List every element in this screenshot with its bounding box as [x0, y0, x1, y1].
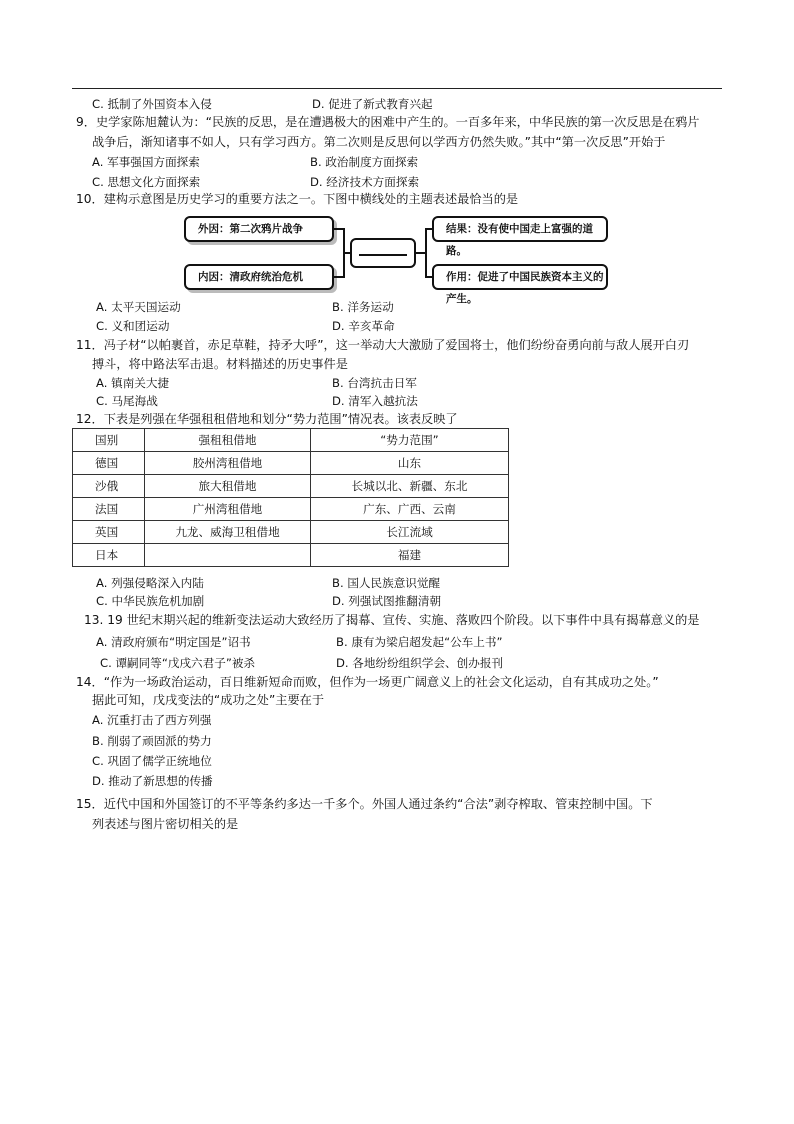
q13-stem: 13. 19 世纪末期兴起的维新变法运动大致经历了揭幕、宣传、实施、落败四个阶段。以下事件中具有揭幕意义的是 [84, 613, 700, 627]
table-cell: 日本 [73, 544, 145, 567]
q13-option-a: A. 清政府颁布“明定国是”诏书 [96, 635, 251, 649]
table-header-row [73, 429, 509, 452]
q9-stem-line1: 9．史学家陈旭麓认为：“民族的反思，是在遭遇极大的困难中产生的。一百多年来，中华民族的第一次反思是在鸦片 [76, 115, 700, 129]
q14-option-d: D. 推动了新思想的传播 [92, 774, 213, 788]
table-cell: 福建 [311, 544, 509, 567]
q10-option-c: C. 义和团运动 [96, 319, 170, 333]
q11-option-a: A. 镇南关大捷 [96, 376, 170, 390]
table-header-cell: “势力范围” [311, 429, 509, 452]
q9-option-b: B. 政治制度方面探索 [310, 155, 419, 169]
q9-option-a: A. 军事强国方面探索 [92, 155, 200, 169]
q11-option-b: B. 台湾抗击日军 [332, 376, 417, 390]
table-cell: 长江流域 [311, 521, 509, 544]
q11-option-d: D. 清军入越抗法 [332, 394, 418, 408]
q9-stem-line2: 战争后，渐知诸事不如人，只有学习西方。第二次则是反思何以学西方仍然失败。”其中“第一次反思”开始于 [92, 135, 666, 149]
header-rule [72, 88, 722, 89]
q13-option-c: C. 谭嗣同等“戊戌六君子”被杀 [100, 656, 256, 670]
diagram-box-internal-cause: 内因：清政府统治危机 [184, 264, 334, 290]
q12-option-a: A. 列强侵略深入内陆 [96, 576, 204, 590]
table-header-cell: 国别 [73, 429, 145, 452]
table-row [73, 498, 509, 521]
diagram-box-result: 结果：没有使中国走上富强的道路。 [432, 216, 608, 242]
table-cell: 德国 [73, 452, 145, 475]
q14-option-a: A. 沉重打击了西方列强 [92, 713, 212, 727]
table-cell: 长城以北、新疆、东北 [311, 475, 509, 498]
q10-option-a: A. 太平天国运动 [96, 300, 181, 314]
q9-option-d: D. 经济技术方面探索 [310, 175, 420, 189]
q10-stem: 10．建构示意图是历史学习的重要方法之一。下图中横线处的主题表述最恰当的是 [76, 192, 519, 206]
table-cell: 英国 [73, 521, 145, 544]
table-row [73, 475, 509, 498]
q11-stem-line2: 搏斗，将中路法军击退。材料描述的历史事件是 [92, 357, 348, 371]
table-row [73, 452, 509, 475]
q13-option-d: D. 各地纷纷组织学会、创办报刊 [336, 656, 504, 670]
q15-stem-line1: 15．近代中国和外国签订的不平等条约多达一千多个。外国人通过条约“合法”剥夺榨取、管束控制中国。下 [76, 797, 653, 811]
q14-option-c: C. 巩固了儒学正统地位 [92, 754, 212, 768]
q11-option-c: C. 马尾海战 [96, 394, 158, 408]
q10-option-d: D. 辛亥革命 [332, 319, 395, 333]
q15-stem-line2: 列表述与图片密切相关的是 [92, 817, 239, 831]
q12-option-c: C. 中华民族危机加剧 [96, 594, 205, 608]
table-cell: 九龙、威海卫租借地 [145, 521, 311, 544]
table-row [73, 521, 509, 544]
q14-option-b: B. 削弱了顽固派的势力 [92, 734, 212, 748]
table-row [73, 544, 509, 567]
q8-option-d: D. 促进了新式教育兴起 [312, 97, 433, 111]
diagram-box-effect: 作用：促进了中国民族资本主义的产生。 [432, 264, 608, 290]
diagram-center-blank-box [350, 238, 416, 268]
q9-option-c: C. 思想文化方面探索 [92, 175, 201, 189]
q12-option-b: B. 国人民族意识觉醒 [332, 576, 441, 590]
q12-option-d: D. 列强试图推翻清朝 [332, 594, 442, 608]
q14-stem-line1: 14．“作为一场政治运动，百日维新短命而败，但作为一场更广阔意义上的社会文化运动，自有其成功之处。” [76, 675, 659, 689]
table-cell: 山东 [311, 452, 509, 475]
table-cell: 沙俄 [73, 475, 145, 498]
table-cell [145, 544, 311, 567]
answer-blank-line [359, 254, 407, 256]
q13-option-b: B. 康有为梁启超发起“公车上书” [336, 635, 503, 649]
diagram-box-external-cause: 外因：第二次鸦片战争 [184, 216, 334, 242]
table-cell: 旅大租借地 [145, 475, 311, 498]
diagram-connector [425, 228, 427, 278]
table-cell: 法国 [73, 498, 145, 521]
table-cell: 广州湾租借地 [145, 498, 311, 521]
q8-option-c: C. 抵制了外国资本入侵 [92, 97, 212, 111]
table-cell: 胶州湾租借地 [145, 452, 311, 475]
q11-stem-line1: 11．冯子材“以帕裹首，赤足草鞋，持矛大呼”，这一举动大大激励了爱国将士，他们纷纷奋勇向前与敌人展开白刃 [76, 338, 690, 352]
q10-option-b: B. 洋务运动 [332, 300, 394, 314]
table-cell: 广东、广西、云南 [311, 498, 509, 521]
table-header-cell: 强租租借地 [145, 429, 311, 452]
q14-stem-line2: 据此可知，戊戌变法的“成功之处”主要在于 [92, 693, 325, 707]
concession-table [72, 428, 509, 567]
q12-stem: 12．下表是列强在华强租租借地和划分“势力范围”情况表。该表反映了 [76, 412, 458, 426]
